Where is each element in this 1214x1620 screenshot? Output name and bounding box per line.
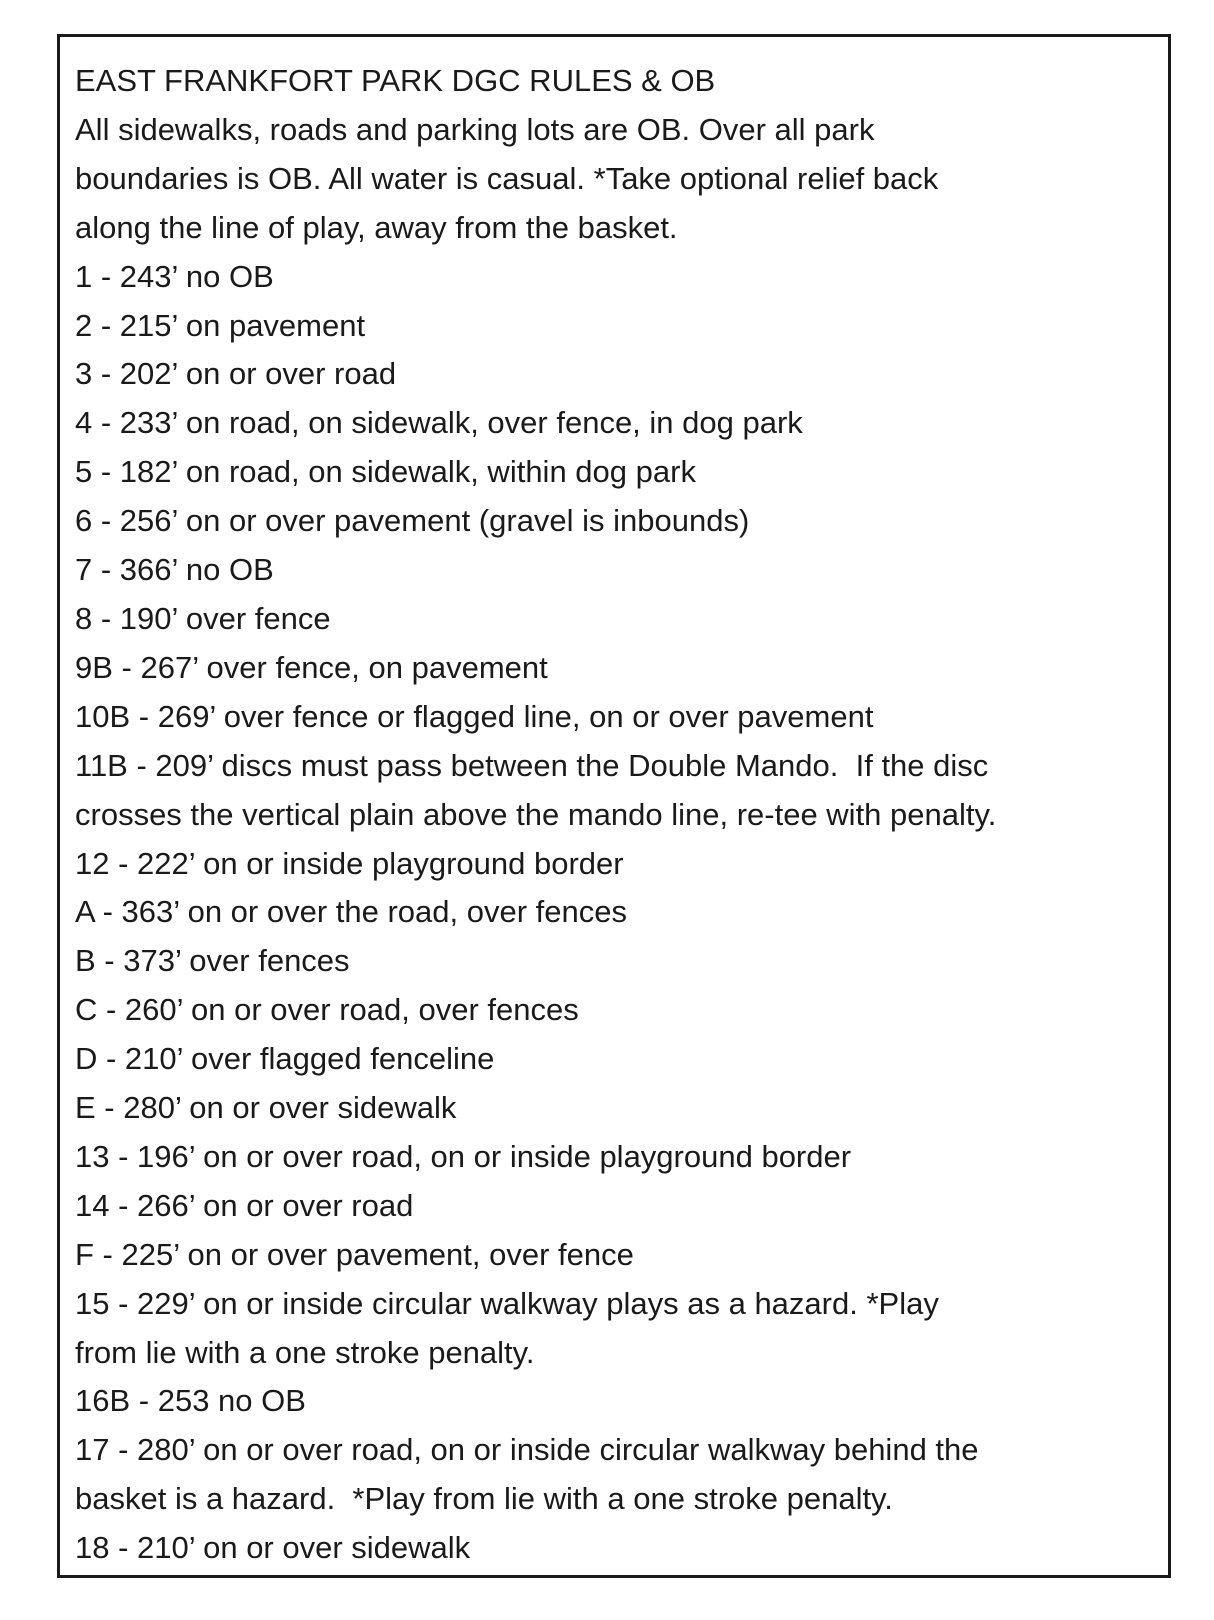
document-title: EAST FRANKFORT PARK DGC RULES & OB [75,63,716,98]
hole-rule-c: C - 260’ on or over road, over fences [75,992,579,1028]
hole-rule-14: 14 - 266’ on or over road [75,1187,414,1223]
general-rule-line: along the line of play, away from the basket. [75,209,678,245]
hole-rule-3: 3 - 202’ on or over road [75,356,397,392]
hole-rule-d: D - 210’ over flagged fenceline [75,1041,495,1077]
hole-rule-17-continued: basket is a hazard. *Play from lie with a one stroke penalty. [75,1481,893,1517]
hole-rule-18: 18 - 210’ on or over sidewalk [75,1530,471,1566]
hole-rule-17: 17 - 280’ on or over road, on or inside circular walkway behind the [75,1432,979,1468]
hole-rule-f: F - 225’ on or over pavement, over fence [75,1236,634,1272]
hole-rule-12: 12 - 222’ on or inside playground border [75,845,624,881]
hole-rule-5: 5 - 182’ on road, on sidewalk, within dog park [75,454,696,490]
hole-rule-16b: 16B - 253 no OB [75,1383,306,1419]
rules-document [57,34,1171,1578]
hole-rule-4: 4 - 233’ on road, on sidewalk, over fence, in dog park [75,405,803,441]
hole-rule-7: 7 - 366’ no OB [75,552,274,588]
hole-rule-2: 2 - 215’ on pavement [75,307,366,343]
hole-rule-15: 15 - 229’ on or inside circular walkway plays as a hazard. *Play [75,1285,939,1321]
general-rule-line: All sidewalks, roads and parking lots are OB. Over all park [75,111,875,147]
hole-rule-15-continued: from lie with a one stroke penalty. [75,1334,535,1370]
hole-rule-10b: 10B - 269’ over fence or flagged line, on or over pavement [75,698,874,734]
hole-rule-b: B - 373’ over fences [75,943,350,979]
general-rule-line: boundaries is OB. All water is casual. *Take optional relief back [75,160,939,196]
hole-rule-a: A - 363’ on or over the road, over fences [75,894,628,930]
hole-rule-8: 8 - 190’ over fence [75,600,331,636]
hole-rule-11b: 11B - 209’ discs must pass between the Double Mando. If the disc [75,747,989,783]
hole-rule-9b: 9B - 267’ over fence, on pavement [75,649,548,685]
hole-rule-11b-continued: crosses the vertical plain above the mando line, re-tee with penalty. [75,796,997,832]
hole-rule-1: 1 - 243’ no OB [75,258,274,294]
hole-rule-e: E - 280’ on or over sidewalk [75,1090,457,1126]
hole-rule-6: 6 - 256’ on or over pavement (gravel is inbounds) [75,503,750,539]
hole-rule-13: 13 - 196’ on or over road, on or inside playground border [75,1138,852,1174]
